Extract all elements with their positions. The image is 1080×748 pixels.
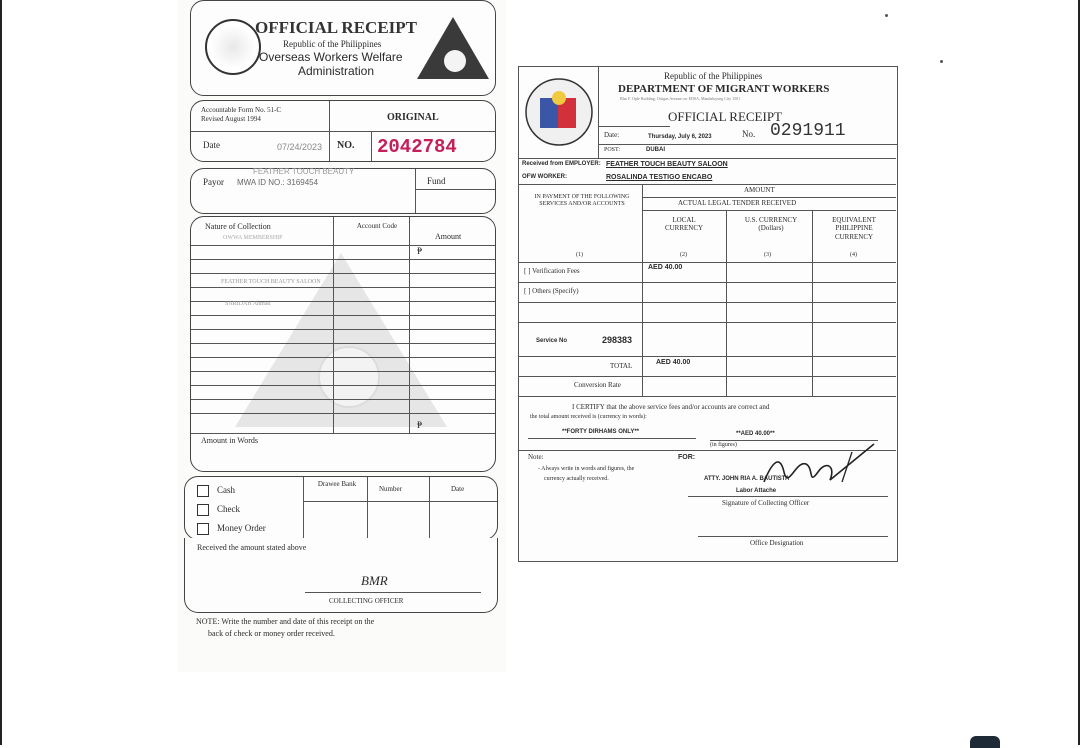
for-label: FOR: xyxy=(678,454,696,461)
total-peso-sign: ₱ xyxy=(417,420,423,430)
receipt-header xyxy=(190,0,496,96)
post-label: POST: xyxy=(604,147,621,153)
dmw-receipt xyxy=(518,66,898,564)
payment-header: IN PAYMENT OF THE FOLLOWING SERVICES AND/OR ACCOUNTS xyxy=(534,194,630,207)
amount-header: Amount xyxy=(435,232,462,241)
department-name: DEPARTMENT OF MIGRANT WORKERS xyxy=(618,83,830,95)
amount-in-words: **FORTY DIRHAMS ONLY** xyxy=(562,429,640,435)
receipt-number-box xyxy=(190,100,496,162)
money-order-checkbox[interactable] xyxy=(197,523,209,535)
conversion-rate-label: Conversion Rate xyxy=(574,381,621,389)
payment-method-box xyxy=(184,476,498,540)
dmw-seal-icon xyxy=(524,74,594,152)
column-2: (2) xyxy=(680,252,687,258)
amount-header: AMOUNT xyxy=(744,186,775,194)
amount-in-figures: **AED 40.00** xyxy=(736,431,775,437)
department-address: Blas F. Ople Building, Ortigas Avenue cor EDSA, Mandaluyong City 1501 xyxy=(620,96,741,101)
form-revised: Revised August 1994 xyxy=(201,115,261,123)
dmw-date-value: Thursday, July 6, 2023 xyxy=(648,134,712,140)
collection-table xyxy=(190,216,496,472)
dmw-republic: Republic of the Philippines xyxy=(664,71,763,81)
dmw-date-label: Date: xyxy=(604,131,620,139)
agency-name: Overseas Workers Welfare xyxy=(259,50,403,64)
form-number: Accountable Form No. 51-C xyxy=(201,106,282,114)
column-1: (1) xyxy=(576,252,583,258)
note-text-1: - Always write in words and figures, the xyxy=(538,466,635,472)
check-label: Check xyxy=(217,504,240,514)
service-no-value: 298383 xyxy=(602,335,633,345)
cash-label: Cash xyxy=(217,485,235,495)
frame-left-edge xyxy=(0,0,2,745)
dmw-receipt-number: 0291911 xyxy=(770,121,846,141)
us-currency-header: U.S. CURRENCY (Dollars) xyxy=(744,216,798,233)
signature-label: Signature of Collecting Officer xyxy=(722,499,810,507)
nature-header: Nature of Collection xyxy=(205,222,271,231)
cash-checkbox[interactable] xyxy=(197,485,209,497)
account-header: Account Code xyxy=(356,222,398,230)
column-3: (3) xyxy=(764,252,771,258)
fund-label: Fund xyxy=(427,176,446,186)
amount-in-words-label: Amount in Words xyxy=(201,436,258,445)
officer-title: Labor Attache xyxy=(736,488,777,494)
worker-value: ROSALINDA TESTIGO ENCABO xyxy=(606,174,713,181)
philippine-seal-icon xyxy=(205,19,261,75)
collection-row-1: FEATHER TOUCH BEAUTY SALOON xyxy=(221,279,321,285)
verification-amount: AED 40.00 xyxy=(648,264,683,271)
certify-line-1: I CERTIFY that the above service fees and/or accounts are correct and xyxy=(572,403,770,411)
app-corner-icon[interactable] xyxy=(970,736,1000,748)
receipt-title: OFFICIAL RECEIPT xyxy=(255,18,417,37)
worker-label: OFW WORKER: xyxy=(522,174,567,180)
owwa-logo-icon xyxy=(415,15,491,81)
check-checkbox[interactable] xyxy=(197,504,209,516)
column-4: (4) xyxy=(850,252,857,258)
payor-name: FEATHER TOUCH BEAUTY xyxy=(253,167,355,176)
drawee-bank-header: Drawee Bank xyxy=(317,480,357,488)
agency-name-2: Administration xyxy=(298,64,375,78)
payor-label: Payor xyxy=(203,177,224,187)
acknowledgement-box xyxy=(184,538,498,613)
receipt-number: 2042784 xyxy=(377,136,457,158)
payor-id: MWA ID NO.: 3169454 xyxy=(237,178,319,187)
tender-header: ACTUAL LEGAL TENDER RECEIVED xyxy=(678,199,797,207)
number-header: Number xyxy=(379,485,402,493)
verification-fees: [ ] Verification Fees xyxy=(524,267,580,275)
service-no-label: Service No xyxy=(536,338,568,344)
dmw-receipt-title: OFFICIAL RECEIPT xyxy=(668,109,782,124)
scan-speck xyxy=(885,14,888,17)
note-text-2: currency actually received. xyxy=(544,476,609,482)
total-label: TOTAL xyxy=(610,362,633,370)
owwa-receipt xyxy=(178,0,506,672)
dmw-no-label: No. xyxy=(742,129,756,139)
employer-value: FEATHER TOUCH BEAUTY SALOON xyxy=(606,161,728,168)
equivalent-currency-header: EQUIVALENT PHILIPPINE CURRENCY xyxy=(832,216,876,241)
others-specify: [ ] Others (Specify) xyxy=(524,287,579,295)
owwa-watermark-icon xyxy=(231,246,451,429)
certify-line-2: the total amount received is (currency in words): xyxy=(530,414,647,420)
date-label: Date xyxy=(203,140,220,150)
collecting-officer-label: COLLECTING OFFICER xyxy=(329,597,404,605)
employer-label: Received from EMPLOYER: xyxy=(522,161,601,167)
scan-speck xyxy=(940,60,943,63)
no-label: NO. xyxy=(337,140,355,151)
collection-row-2: SARIDAH Ahmad xyxy=(225,301,271,307)
figures-label: (in figures) xyxy=(710,442,737,448)
peso-sign: ₱ xyxy=(417,246,423,256)
office-designation-label: Office Designation xyxy=(750,539,804,547)
received-statement: Received the amount stated above xyxy=(197,543,307,552)
nature-sub: OWWA MEMBERSHIP xyxy=(223,235,283,241)
payor-box xyxy=(190,168,496,214)
republic-label: Republic of the Philippines xyxy=(283,39,382,49)
officer-signature: BMR xyxy=(361,573,388,588)
note-label: Note: xyxy=(528,453,544,461)
post-value: DUBAI xyxy=(646,147,665,153)
date-header: Date xyxy=(451,485,465,493)
date-value: 07/24/2023 xyxy=(277,142,323,152)
officer-name: ATTY. JOHN RIA A. BAUTISTA xyxy=(704,476,790,482)
local-currency-header: LOCAL CURRENCY xyxy=(664,216,704,233)
note-line-1: NOTE: Write the number and date of this receipt on the xyxy=(196,617,375,626)
money-order-label: Money Order xyxy=(217,523,266,533)
total-value: AED 40.00 xyxy=(656,359,691,366)
copy-label: ORIGINAL xyxy=(387,112,439,123)
note-line-2: back of check or money order received. xyxy=(208,629,335,638)
